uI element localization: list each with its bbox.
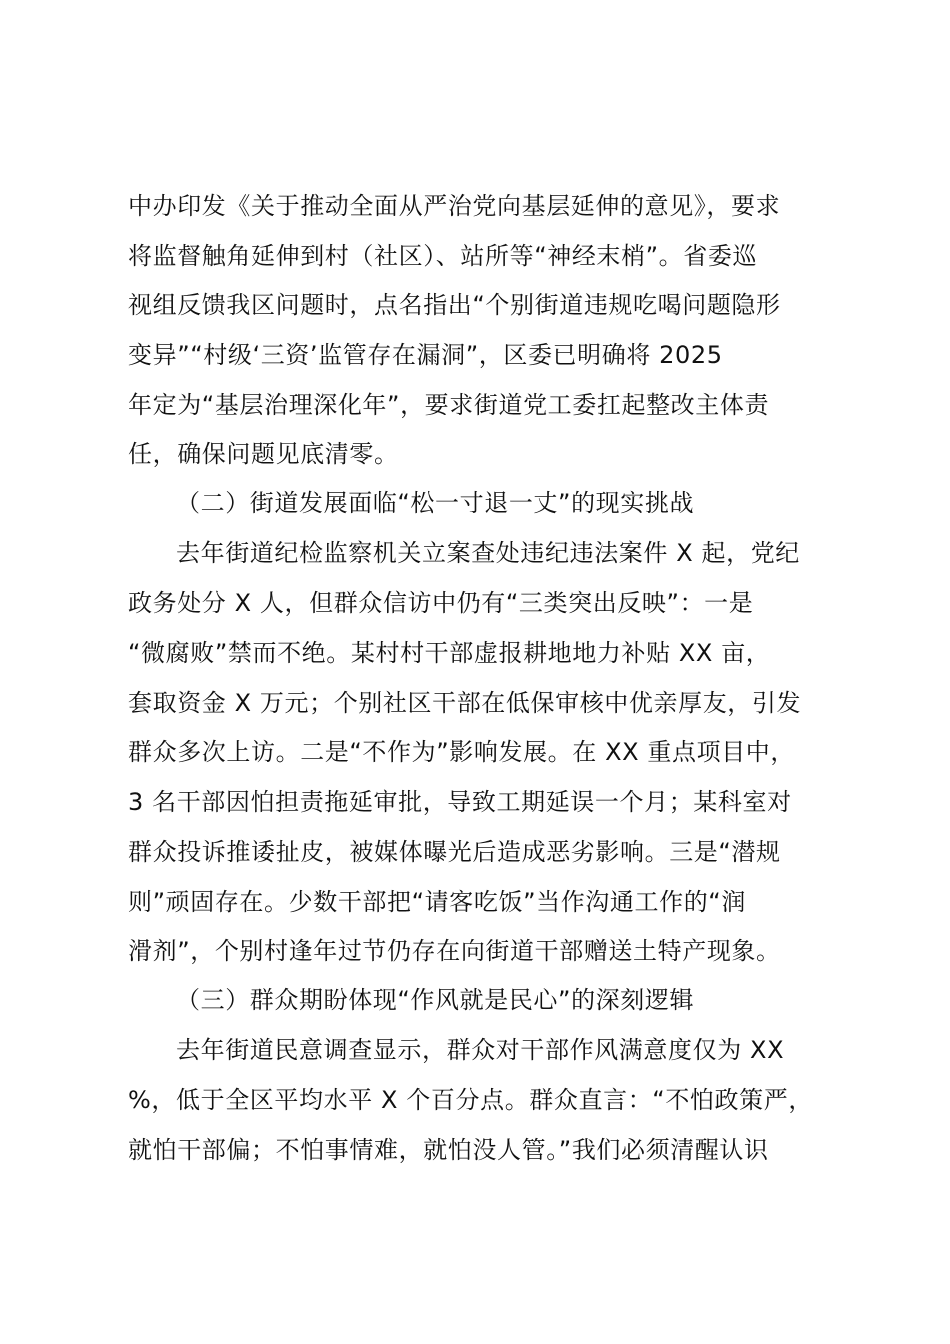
paragraph-line: 就怕干部偏；不怕事情难，就怕没人管。”我们必须清醒认识 — [128, 1136, 769, 1164]
paragraph-line: 滑剂”，个别村逢年过节仍存在向街道干部赠送土特产现象。 — [128, 937, 781, 965]
paragraph-line: 套取资金 X 万元；个别社区干部在低保审核中优亲厚友，引发 — [128, 689, 802, 717]
paragraph-line: 任，确保问题见底清零。 — [128, 440, 399, 468]
section-heading: （三）群众期盼体现“作风就是民心”的深刻逻辑 — [176, 986, 695, 1014]
paragraph-line: 政务处分 X 人，但群众信访中仍有“三类突出反映”：一是 — [128, 589, 754, 617]
paragraph-line: 去年街道纪检监察机关立案查处违纪违法案件 X 起，党纪 — [176, 539, 800, 567]
paragraph-line: 群众多次上访。二是“不作为”影响发展。在 XX 重点项目中， — [128, 738, 796, 766]
paragraph-line: 去年街道民意调查显示，群众对干部作风满意度仅为 XX — [176, 1036, 785, 1064]
paragraph-line: 将监督触角延伸到村（社区）、站所等“神经末梢”。省委巡 — [128, 242, 758, 270]
paragraph-line: 变异”“村级‘三资’监管存在漏洞”，区委已明确将 2025 — [128, 341, 723, 369]
paragraph-line: “微腐败”禁而不绝。某村村干部虚报耕地地力补贴 XX 亩， — [128, 639, 771, 667]
paragraph-line: 年定为“基层治理深化年”，要求街道党工委扛起整改主体责 — [128, 391, 770, 419]
section-heading: （二）街道发展面临“松一寸退一丈”的现实挑战 — [176, 489, 695, 517]
paragraph-line: 3 名干部因怕担责拖延审批，导致工期延误一个月；某科室对 — [128, 788, 792, 816]
paragraph-line: 中办印发《关于推动全面从严治党向基层延伸的意见》，要求 — [128, 192, 781, 220]
paragraph-line: 则”顽固存在。少数干部把“请客吃饭”当作沟通工作的“润 — [128, 888, 746, 916]
paragraph-line: 群众投诉推诿扯皮，被媒体曝光后造成恶劣影响。三是“潜规 — [128, 838, 781, 866]
paragraph-line: 视组反馈我区问题时，点名指出“个别街道违规吃喝问题隐形 — [128, 291, 781, 319]
paragraph-line: %，低于全区平均水平 X 个百分点。群众直言：“不怕政策严， — [128, 1086, 813, 1114]
